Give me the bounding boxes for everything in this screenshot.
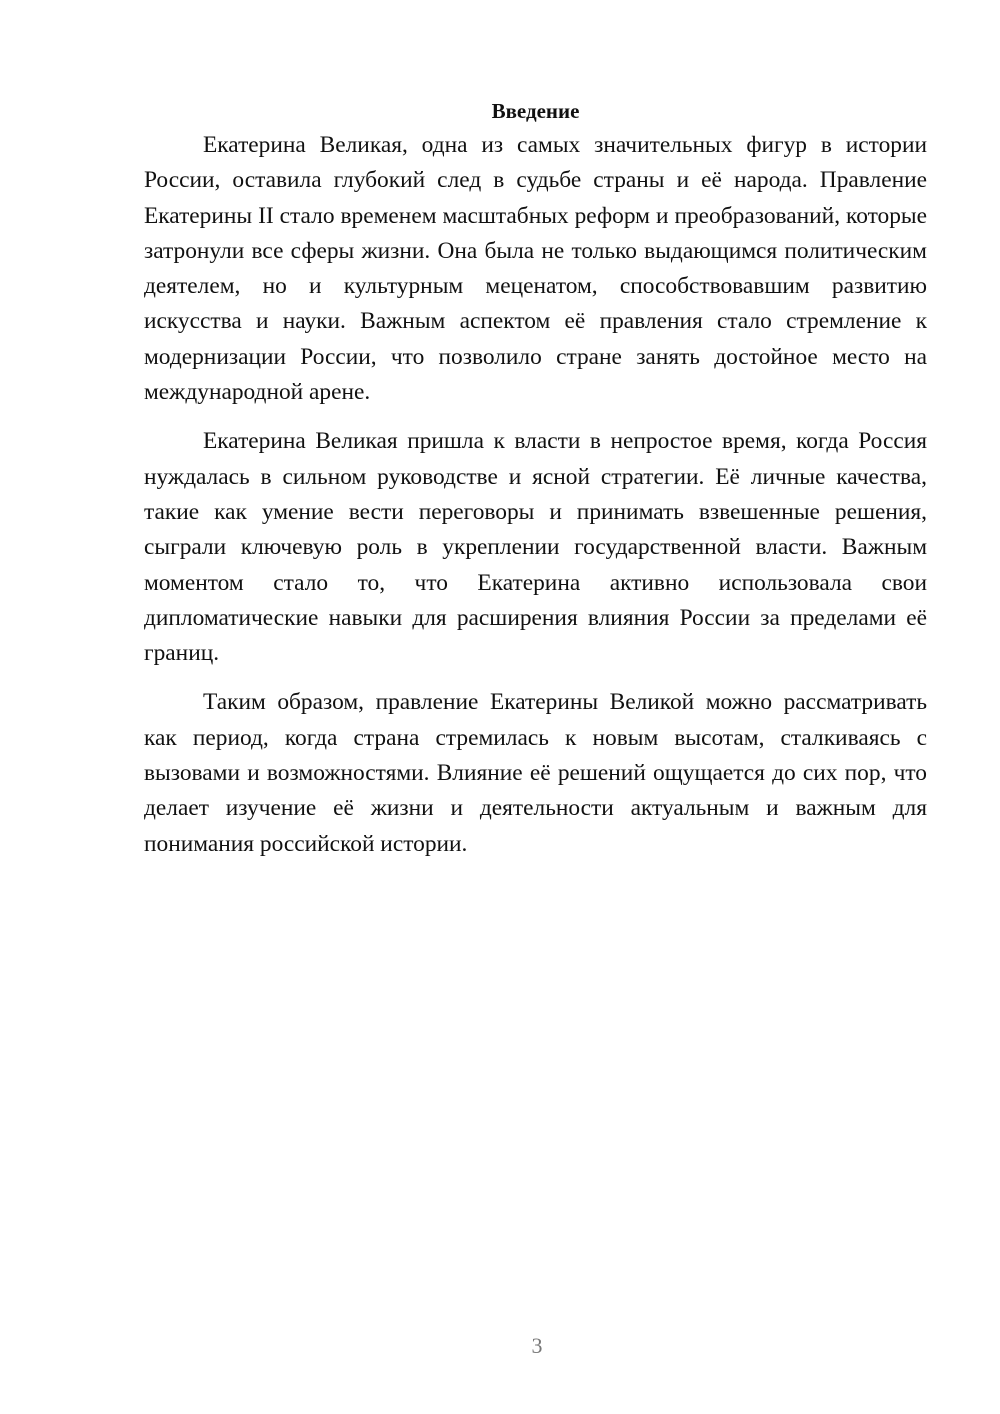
page-number: 3 xyxy=(531,1333,543,1358)
section-title: Введение xyxy=(491,99,580,123)
paragraph-3: Таким образом, правление Екатерины Великой можно рассматривать как период, когда страна стремилась к новым высотам, сталкиваясь с вызовами и возможностями. Влияние её решений ощущается до сих пор, что делает изучение её жизни и деятельности актуальным и важным для понимания российской истории. xyxy=(144,689,927,857)
paragraph-2: Екатерина Великая пришла к власти в непростое время, когда Россия нуждалась в сильном руководстве и ясной стратегии. Её личные качества, такие как умение вести переговоры и принимать взвешенные решения, сыграли ключевую роль в укреплении государственной власти. Важным моментом стало то, что Екатерина активно использовала свои дипломатические навыки для расширения влияния России за пределами её границ. xyxy=(144,428,927,667)
page-content xyxy=(144,96,927,862)
paragraph-1: Екатерина Великая, одна из самых значительных фигур в истории России, оставила глубокий след в судьбе страны и её народа. Правление Екатерины II стало временем масштабных реформ и преобразований, которые затронули все сферы жизни. Она была не только выдающимся политическим деятелем, но и культурным меценатом, способствовавшим развитию искусства и науки. Важным аспектом её правления стало стремление к модернизации России, что позволило стране занять достойное место на международной арене. xyxy=(144,132,927,406)
